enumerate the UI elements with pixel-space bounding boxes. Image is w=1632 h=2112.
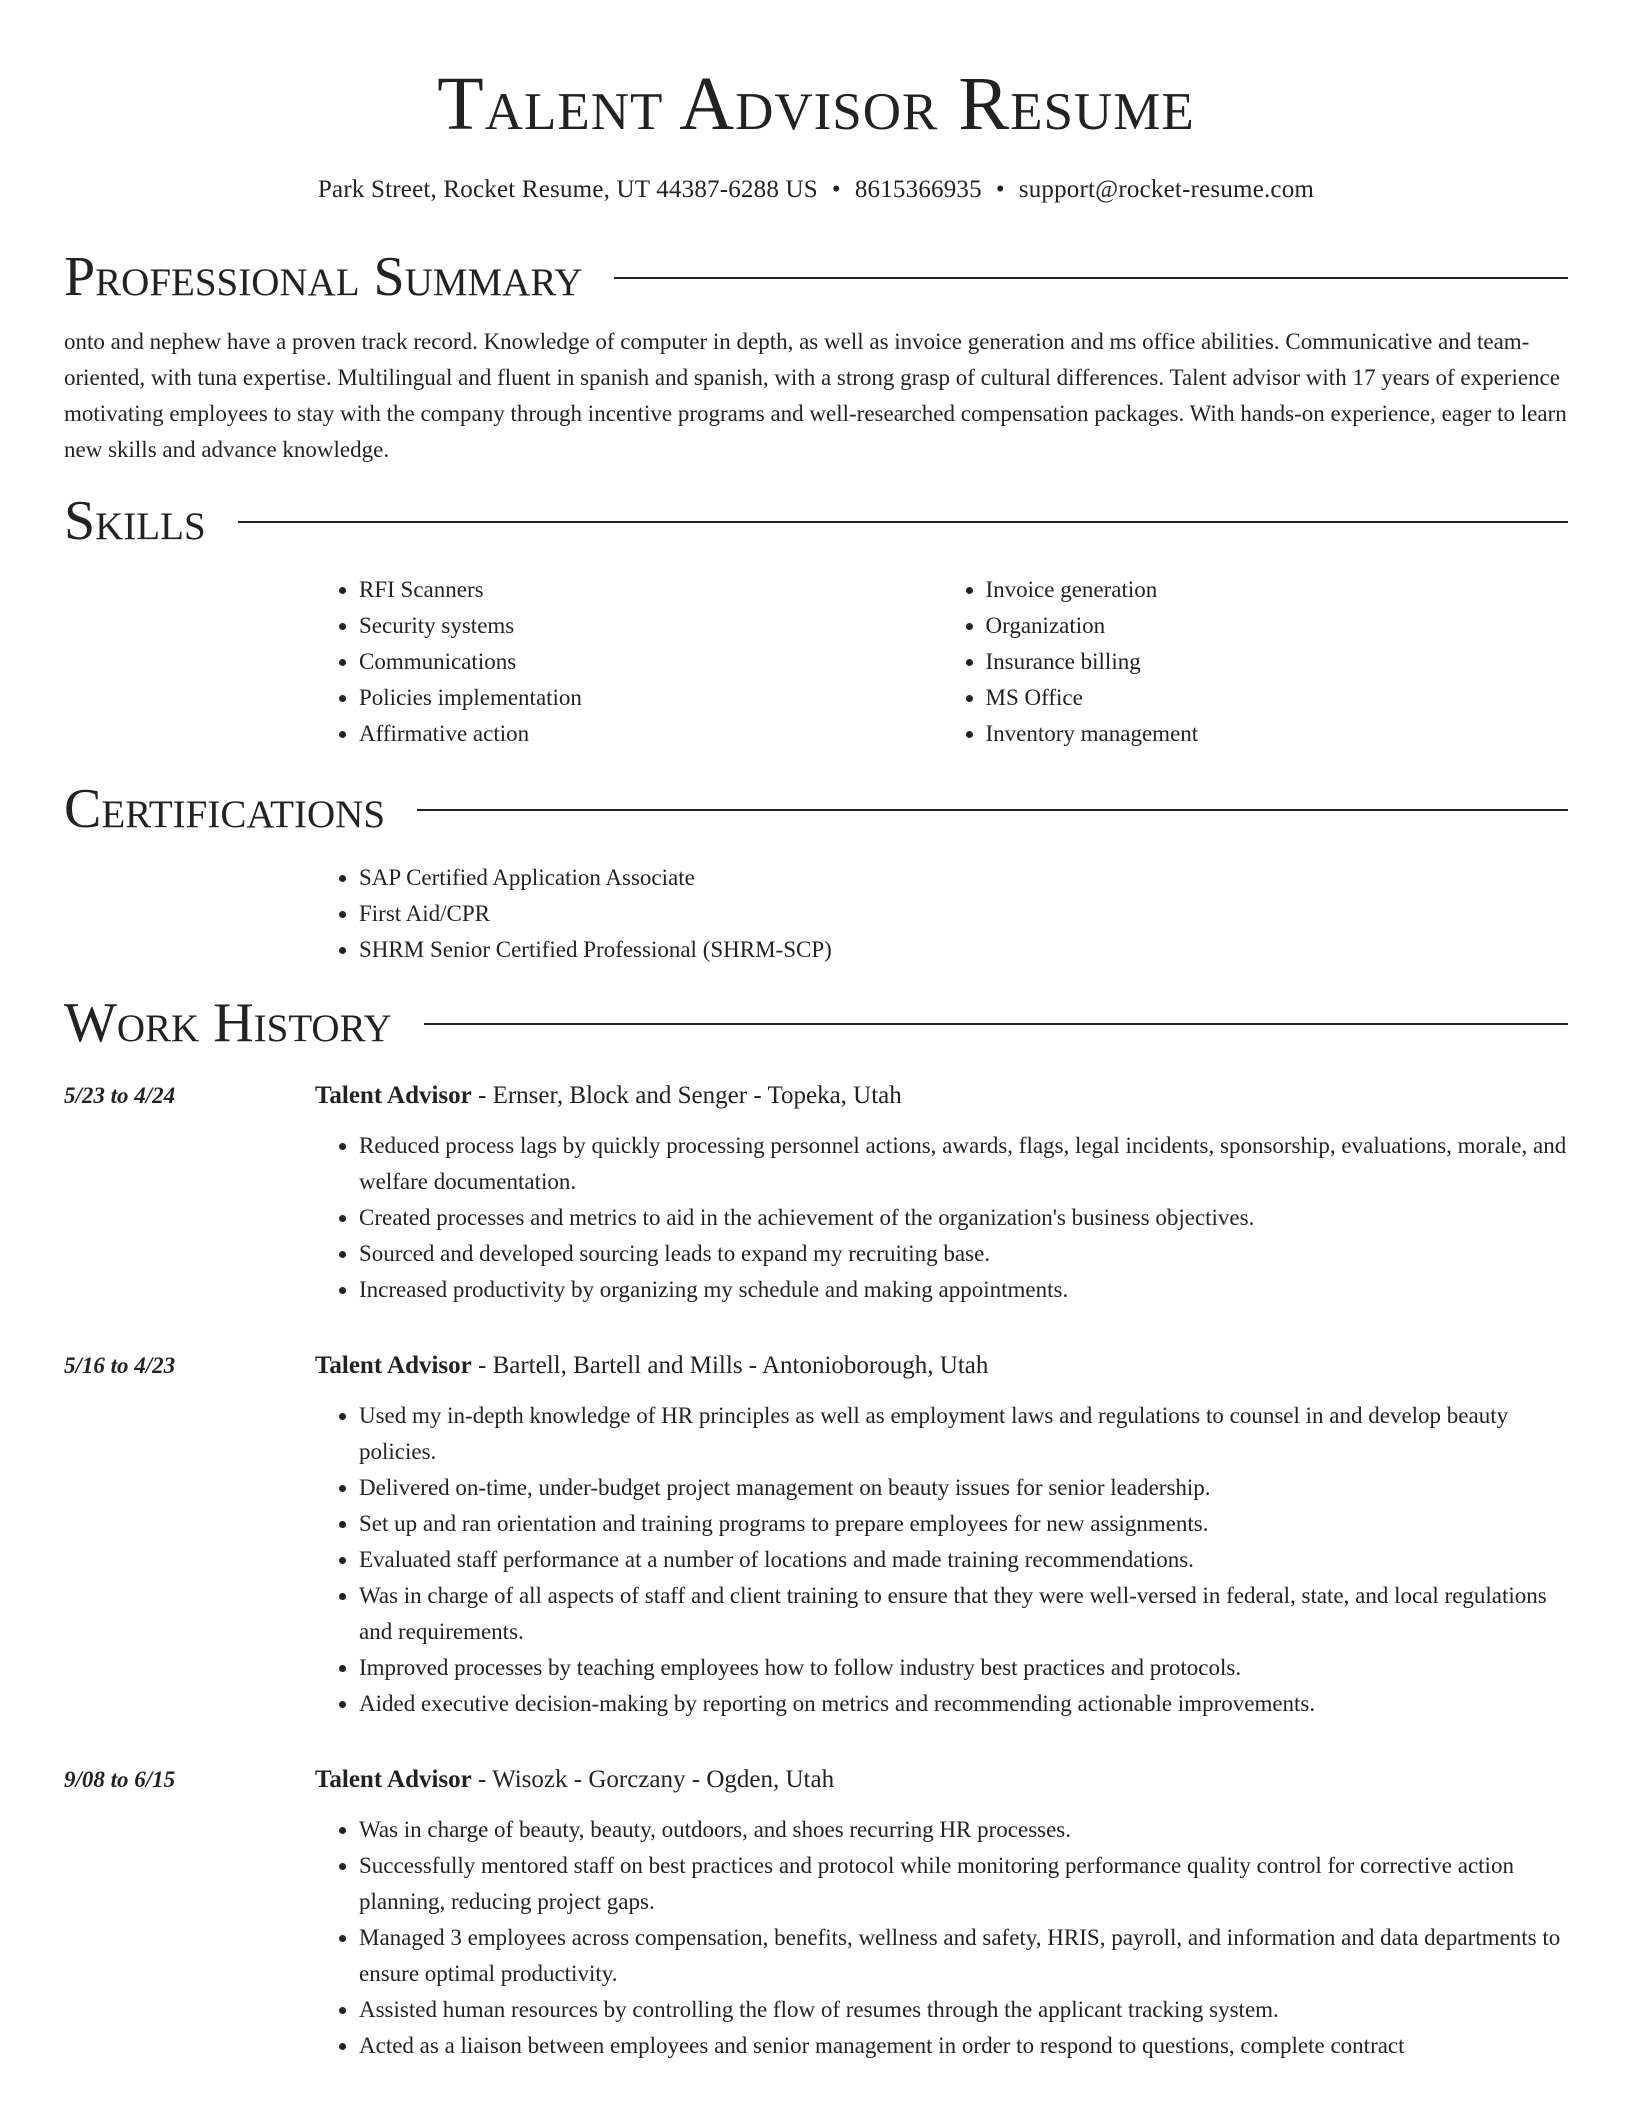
job-bullet: • Reduced process lags by quickly processing personnel actions, awards, flags, legal incidents, sponsorship, evaluations, morale, and welfare documentation. — [359, 1128, 1568, 1200]
job-entry — [64, 1752, 1568, 2064]
skill-item: • Invoice generation — [986, 572, 1569, 608]
summary-text: onto and nephew have a proven track record. Knowledge of computer in depth, as well as invoice generation and ms office abilities. Communicative and team-oriented, with tuna expertise. Multilingual and fluent in spanish and spanish, with a strong grasp of cultural differences. Talent advisor with 17 years of experience motivating employees to stay with the company through incentive programs and well-researched compensation packages. With hands-on experience, eager to learn new skills and advance knowledge. — [64, 329, 1567, 462]
certifications-section — [64, 774, 1568, 968]
skills-list-right — [942, 572, 1569, 752]
certification-item: • SAP Certified Application Associate — [359, 860, 1568, 896]
work-section — [64, 988, 1568, 2064]
job-bullet: • Aided executive decision-making by reporting on metrics and recommending actionable improvements. — [359, 1686, 1568, 1722]
job-title-line — [315, 1068, 1568, 1114]
job-dates: 5/16 to 4/23 — [64, 1353, 176, 1378]
skill-item: • Insurance billing — [986, 644, 1569, 680]
skills-section — [64, 486, 1568, 752]
skill-item: • RFI Scanners — [359, 572, 942, 608]
job-bullet: • Set up and ran orientation and training programs to prepare employees for new assignments. — [359, 1506, 1568, 1542]
section-divider — [238, 521, 1568, 523]
summary-title: Professional Summary — [64, 246, 583, 308]
summary-heading — [64, 242, 1568, 312]
skills-title: Skills — [64, 490, 206, 552]
job-entry — [64, 1068, 1568, 1308]
resume-title: Talent Advisor Resume — [437, 62, 1195, 146]
contact-phone: 8615366935 — [854, 176, 982, 203]
contact-separator: • — [995, 176, 1005, 203]
job-company: - Bartell, Bartell and Mills - Antonioborough, Utah — [471, 1352, 989, 1379]
job-bullet: • Improved processes by teaching employees how to follow industry best practices and protocols. — [359, 1650, 1568, 1686]
work-heading — [64, 988, 1568, 1058]
job-bullet: • Acted as a liaison between employees and senior management in order to respond to questions, complete contract — [359, 2028, 1568, 2064]
section-divider — [424, 1023, 1568, 1025]
job-bullet: • Increased productivity by organizing my schedule and making appointments. — [359, 1272, 1568, 1308]
job-role: Talent Advisor — [315, 1352, 472, 1379]
certifications-list — [315, 860, 1568, 968]
job-bullet: • Assisted human resources by controlling the flow of resumes through the applicant tracking system. — [359, 1992, 1568, 2028]
job-bullet: • Delivered on-time, under-budget project management on beauty issues for senior leadership. — [359, 1470, 1568, 1506]
job-details — [315, 1338, 1568, 1722]
skill-item: • MS Office — [986, 680, 1569, 716]
contact-separator: • — [831, 176, 841, 203]
job-bullets — [315, 1812, 1568, 2064]
skills-heading — [64, 486, 1568, 556]
section-divider — [614, 277, 1568, 279]
skills-grid — [315, 572, 1568, 752]
job-company: - Wisozk - Gorczany - Ogden, Utah — [471, 1766, 835, 1793]
job-dates: 5/23 to 4/24 — [64, 1083, 176, 1108]
certification-item: • SHRM Senior Certified Professional (SHRM-SCP) — [359, 932, 1568, 968]
job-bullet: • Used my in-depth knowledge of HR principles as well as employment laws and regulations to counsel in and develop beauty policies. — [359, 1398, 1568, 1470]
resume-header — [64, 0, 1568, 206]
job-title-line — [315, 1338, 1568, 1384]
contact-email: support@rocket-resume.com — [1018, 176, 1315, 203]
job-bullet: • Was in charge of all aspects of staff and client training to ensure that they were well-versed in federal, state, and local regulations and requirements. — [359, 1578, 1568, 1650]
job-company: - Ernser, Block and Senger - Topeka, Utah — [471, 1082, 902, 1109]
job-dates: 9/08 to 6/15 — [64, 1767, 176, 1792]
job-bullets — [315, 1128, 1568, 1308]
skill-item: • Organization — [986, 608, 1569, 644]
job-details — [315, 1068, 1568, 1308]
job-title-line — [315, 1752, 1568, 1798]
skill-item: • Communications — [359, 644, 942, 680]
certification-item: • First Aid/CPR — [359, 896, 1568, 932]
certifications-block — [315, 860, 1568, 968]
skill-item: • Policies implementation — [359, 680, 942, 716]
job-role: Talent Advisor — [315, 1082, 472, 1109]
certifications-heading — [64, 774, 1568, 844]
skill-item: • Affirmative action — [359, 716, 942, 752]
contact-address: Park Street, Rocket Resume, UT 44387-6288 US — [317, 176, 818, 203]
job-bullet: • Was in charge of beauty, beauty, outdoors, and shoes recurring HR processes. — [359, 1812, 1568, 1848]
skills-list-left — [315, 572, 942, 752]
skill-item: • Security systems — [359, 608, 942, 644]
job-bullets — [315, 1398, 1568, 1722]
work-history-list — [64, 1068, 1568, 2064]
job-bullet: • Evaluated staff performance at a number of locations and made training recommendations. — [359, 1542, 1568, 1578]
contact-line — [64, 174, 1568, 206]
job-bullet: • Created processes and metrics to aid in the achievement of the organization's business objectives. — [359, 1200, 1568, 1236]
job-details — [315, 1752, 1568, 2064]
certifications-title: Certifications — [64, 778, 386, 840]
job-bullet: • Sourced and developed sourcing leads to expand my recruiting base. — [359, 1236, 1568, 1272]
work-title: Work History — [64, 992, 392, 1054]
summary-section — [64, 242, 1568, 468]
skill-item: • Inventory management — [986, 716, 1569, 752]
job-role: Talent Advisor — [315, 1766, 472, 1793]
job-bullet: • Successfully mentored staff on best practices and protocol while monitoring performance quality control for corrective action planning, reducing project gaps. — [359, 1848, 1568, 1920]
job-entry — [64, 1338, 1568, 1722]
job-bullet: • Managed 3 employees across compensation, benefits, wellness and safety, HRIS, payroll, and information and data departments to ensure optimal productivity. — [359, 1920, 1568, 1992]
section-divider — [417, 809, 1568, 811]
